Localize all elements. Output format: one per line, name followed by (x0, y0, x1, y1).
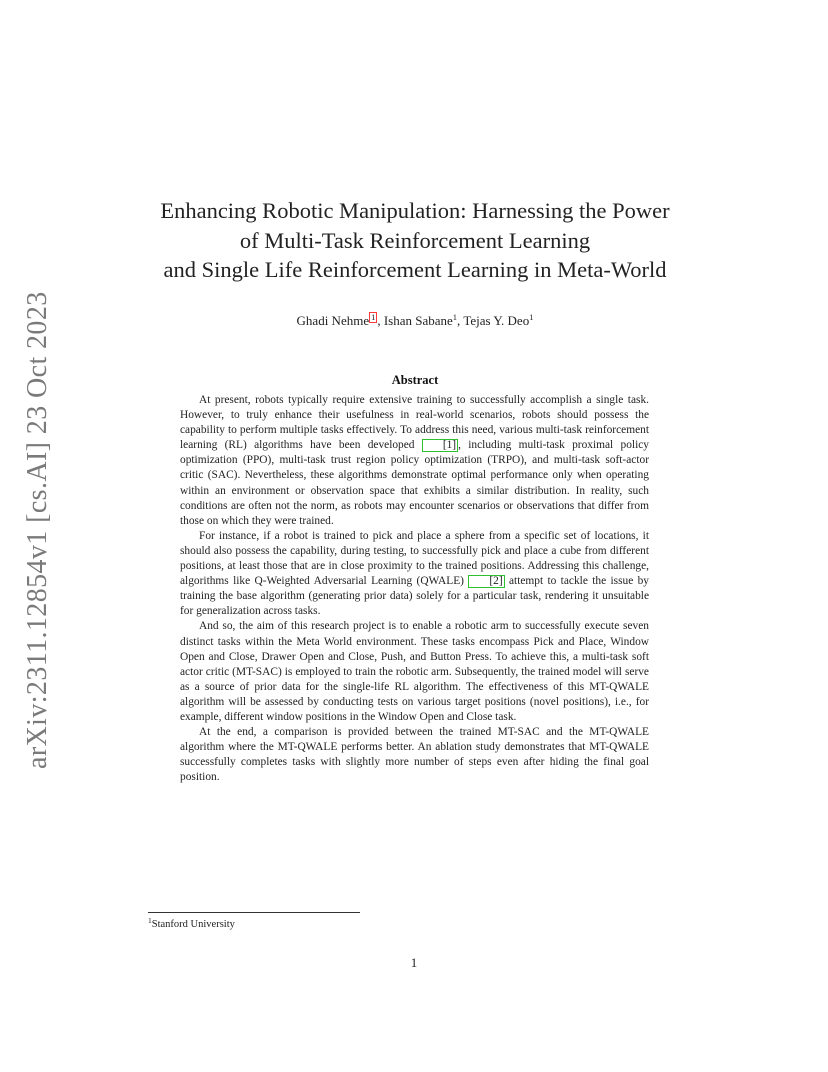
author-separator: , (457, 313, 464, 328)
author-separator: , (377, 313, 384, 328)
footnote (148, 916, 235, 930)
page-number: 1 (410, 955, 418, 970)
author-affiliation-mark: 1 (529, 312, 534, 322)
paragraph-text: attempt to tackle the issue by training the base algorithm (generating prior data) solely for a particular task, rendering it unsuitable for generalization across tasks. (180, 575, 649, 618)
abstract-paragraph-2 (180, 529, 649, 620)
author-affiliation-link[interactable]: 1 (371, 312, 376, 322)
footnote-text: Stanford University (151, 919, 235, 930)
paper-title (120, 196, 710, 285)
citation-link-1[interactable]: [1] (422, 439, 458, 452)
author-name: Ishan Sabane (383, 313, 453, 328)
paragraph-text: At present, robots typically require extensive training to successfully accomplish a single task. However, to truly enhance their usefulness in real-world scenarios, robots should possess the capability to perform multiple tasks effectively. To address this need, various multi-task reinforcement learning (RL) algorithms have been developed (180, 394, 649, 452)
paragraph-text: , including multi-task proximal policy optimization (PPO), multi-task trust region policy optimization (TRPO), and multi-task soft-actor critic (SAC). Nevertheless, these algorithms demonstrate optimal performance only when operating within an environment or observation space that exhibits a similar distribution. In reality, such conditions are often not the norm, as robots may encounter scenarios or observations that differ from those on which they were trained. (180, 439, 649, 527)
paragraph-text: For instance, if a robot is trained to pick and place a sphere from a specific set of locations, it should also possess the capability, during testing, to successfully pick and place a cube from different positions, at least those that are in close proximity to the trained positions. Addressing this challenge, algorithms like Q-Weighted Adversarial Learning (QWALE) (180, 529, 649, 588)
abstract-heading: Abstract (391, 373, 439, 387)
title-line-3: and Single Life Reinforcement Learning in Meta-World (163, 257, 667, 282)
arxiv-identifier-stamp: arXiv:2311.12854v1 [cs.AI] 23 Oct 2023 (22, 291, 53, 769)
citation-link-2[interactable]: [2] (468, 575, 504, 588)
abstract-paragraph-3: And so, the aim of this research project is to enable a robotic arm to successfully execute seven distinct tasks within the Meta World environment. These tasks encompass Pick and Place, Window Open and Close, Drawer Open and Close, Push, and Button Press. To achieve this, a multi-task soft actor critic (MT-SAC) is employed to train the robotic arm. Subsequently, the trained model will serve as a source of prior data for the single-life RL algorithm. The effectiveness of this MT-QWALE algorithm will be assessed by conducting tests on various target positions (novel positions), i.e., for example, different window positions in the Window Open and Close task. (180, 620, 649, 723)
abstract-paragraph-4: At the end, a comparison is provided between the trained MT-SAC and the MT-QWALE algorithm where the MT-QWALE performs better. An ablation study demonstrates that MT-QWALE successfully completes tasks with slightly more number of steps even after hiding the final goal position. (180, 726, 649, 784)
author-name: Tejas Y. Deo (463, 313, 530, 328)
author-list (150, 312, 680, 329)
footnote-divider (148, 912, 360, 913)
abstract-body (180, 393, 649, 785)
footnote-mark: 1 (148, 916, 152, 925)
author-name: Ghadi Nehme (296, 313, 370, 328)
author-affiliation-mark: 1 (452, 312, 458, 322)
title-line-2: of Multi-Task Reinforcement Learning (239, 227, 591, 253)
abstract-paragraph-1 (180, 393, 649, 529)
title-line-1: Enhancing Robotic Manipulation: Harnessing the Power (160, 198, 670, 223)
